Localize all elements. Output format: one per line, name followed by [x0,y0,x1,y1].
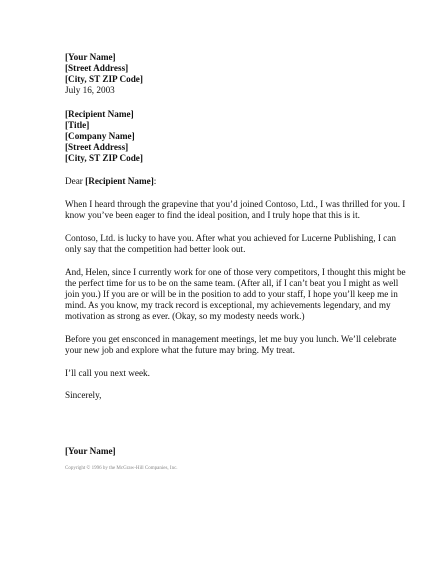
signature-block [65,446,410,457]
salutation-prefix: Dear [65,176,86,186]
closing: Sincerely, [65,390,102,400]
body-paragraph-2: Contoso, Ltd. is lucky to have you. After what you achieved for Lucerne Publishing, I can only say that the competition had better look out. [65,233,396,254]
sender-name: [Your Name] [65,52,116,62]
recipient-city: [City, ST ZIP Code] [65,153,143,163]
body-paragraph-1: When I heard through the grapevine that you’d joined Contoso, Ltd., I was thrilled for you. I know you’ve been eager to find the ideal position, and I truly hope that this is it. [65,199,406,220]
letter-page [65,52,410,472]
salutation [65,176,410,187]
closing-line: I’ll call you next week. [65,368,150,378]
recipient-title: [Title] [65,120,90,130]
letter-date: July 16, 2003 [65,85,115,95]
copyright-footer: Copyright © 1996 by the McGraw-Hill Companies, Inc. [65,466,178,471]
recipient-name: [Recipient Name] [65,109,134,119]
salutation-suffix: : [153,176,157,186]
sender-address-block [65,52,410,96]
sender-city: [City, ST ZIP Code] [65,74,143,84]
recipient-company: [Company Name] [65,131,135,141]
salutation-recipient-name: [Recipient Name] [85,176,154,186]
recipient-street: [Street Address] [65,142,129,152]
body-paragraph-3: And, Helen, since I currently work for one of those very competitors, I thought this might be the perfect time for us to be on the same team. (After all, if I can’t beat you I might as well join you.) If you are or will be in the position to add to your staff, I hope you’ll keep me in mind. As you know, my track record is exceptional, my achievements legendary, and my motivation as strong as ever. (Okay, so my modesty needs work.) [65,267,406,321]
sender-street: [Street Address] [65,63,129,73]
body-paragraph-4: Before you get ensconced in management meetings, let me buy you lunch. We’ll celebrate your new job and explore what the future may bring. My treat. [65,334,397,355]
signature-name: [Your Name] [65,446,116,456]
recipient-address-block [65,109,410,164]
